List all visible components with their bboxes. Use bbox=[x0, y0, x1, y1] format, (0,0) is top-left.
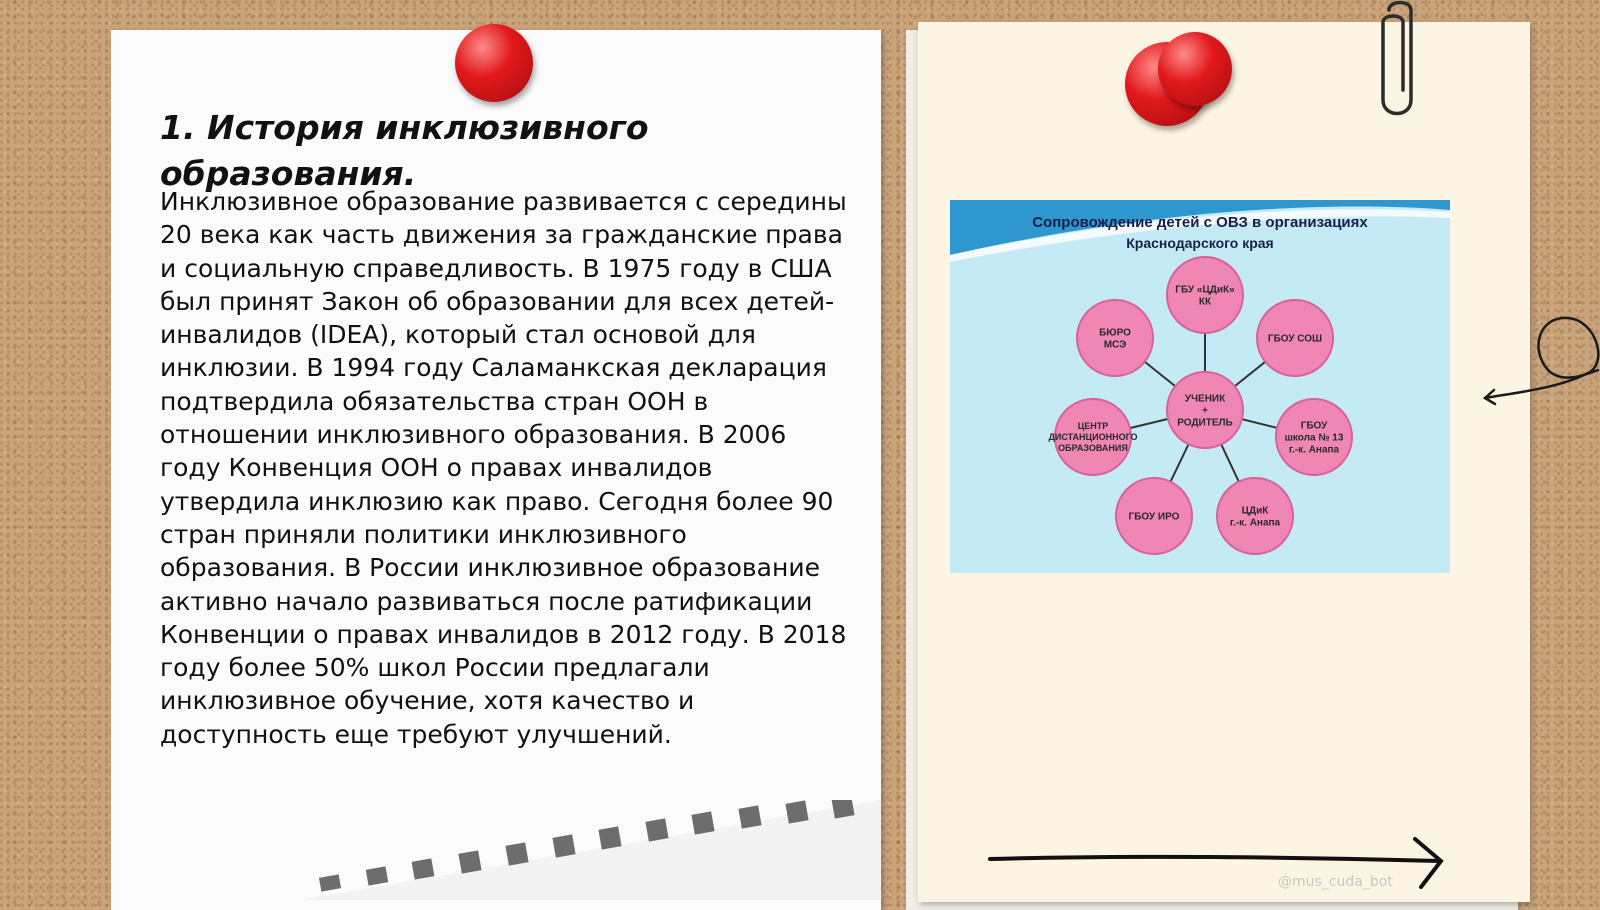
node-gbou-13-label: г.-к. Анапа bbox=[1288, 444, 1340, 456]
node-cdik-label: г.-к. Анапа bbox=[1229, 517, 1281, 529]
node-center-label: + bbox=[1202, 405, 1208, 417]
hand-drawn-loop-arrow-icon bbox=[1480, 310, 1600, 410]
node-center-label: УЧЕНИК bbox=[1184, 393, 1226, 405]
slide-title: 1. История инклюзивного образования. bbox=[160, 108, 649, 193]
node-gbou-sosh-label: ГБОУ СОШ bbox=[1267, 333, 1323, 345]
node-buro-label: БЮРО bbox=[1099, 327, 1131, 339]
node-centr-label: ДИСТАНЦИОННОГО bbox=[1048, 432, 1138, 442]
node-gbu-label: КК bbox=[1198, 296, 1212, 308]
torn-notebook-edge bbox=[300, 800, 881, 900]
node-gbou-13-label: школа № 13 bbox=[1284, 432, 1344, 444]
node-gbu-label: ГБУ «ЦДиК» bbox=[1175, 284, 1235, 296]
slide-body-text: Инклюзивное образование развивается с середины 20 века как часть движения за гражданские права и социальную справедливость. В 1975 году в США был принят Закон об образовании для всех детей-инвалидов (IDEA), который стал основой для инклюзии. В 1994 году Саламанкская декларация подтвердила обязательства стран ООН в отношении инклюзивного образования. В 2006 году Конвенция ООН о правах инвалидов утвердила инклюзию как право. Сегодня более 90 стран приняли политики инклюзивного образования. В России инклюзивное образование активно начало развиваться после ратификации Конвенции о правах инвалидов в 2012 году. В 2018 году более 50% школ России предлагали инклюзивное обучение, хотя качество и доступность еще требуют улучшений. bbox=[160, 187, 847, 749]
node-cdik-label: ЦДиК bbox=[1241, 505, 1269, 517]
watermark: @mus_cuda_bot bbox=[1278, 874, 1393, 890]
paperclip-icon bbox=[1375, 0, 1425, 125]
diagram-title-line2: Краснодарского края bbox=[1126, 235, 1274, 251]
pushpin-left bbox=[455, 24, 533, 102]
pushpin-right-front bbox=[1158, 32, 1232, 106]
node-centr-label: ОБРАЗОВАНИЯ bbox=[1058, 443, 1128, 453]
node-center-label: РОДИТЕЛЬ bbox=[1177, 417, 1233, 429]
node-gbou-13-label: ГБОУ bbox=[1300, 420, 1328, 432]
support-network-diagram bbox=[950, 200, 1450, 573]
diagram-title-line1: Сопровождение детей с ОВЗ в организациях bbox=[1032, 214, 1368, 231]
node-centr-label: ЦЕНТР bbox=[1077, 421, 1109, 431]
diagram-image bbox=[950, 200, 1450, 573]
node-buro-label: МСЭ bbox=[1103, 339, 1127, 351]
node-gbou-iro-label: ГБОУ ИРО bbox=[1128, 511, 1180, 523]
